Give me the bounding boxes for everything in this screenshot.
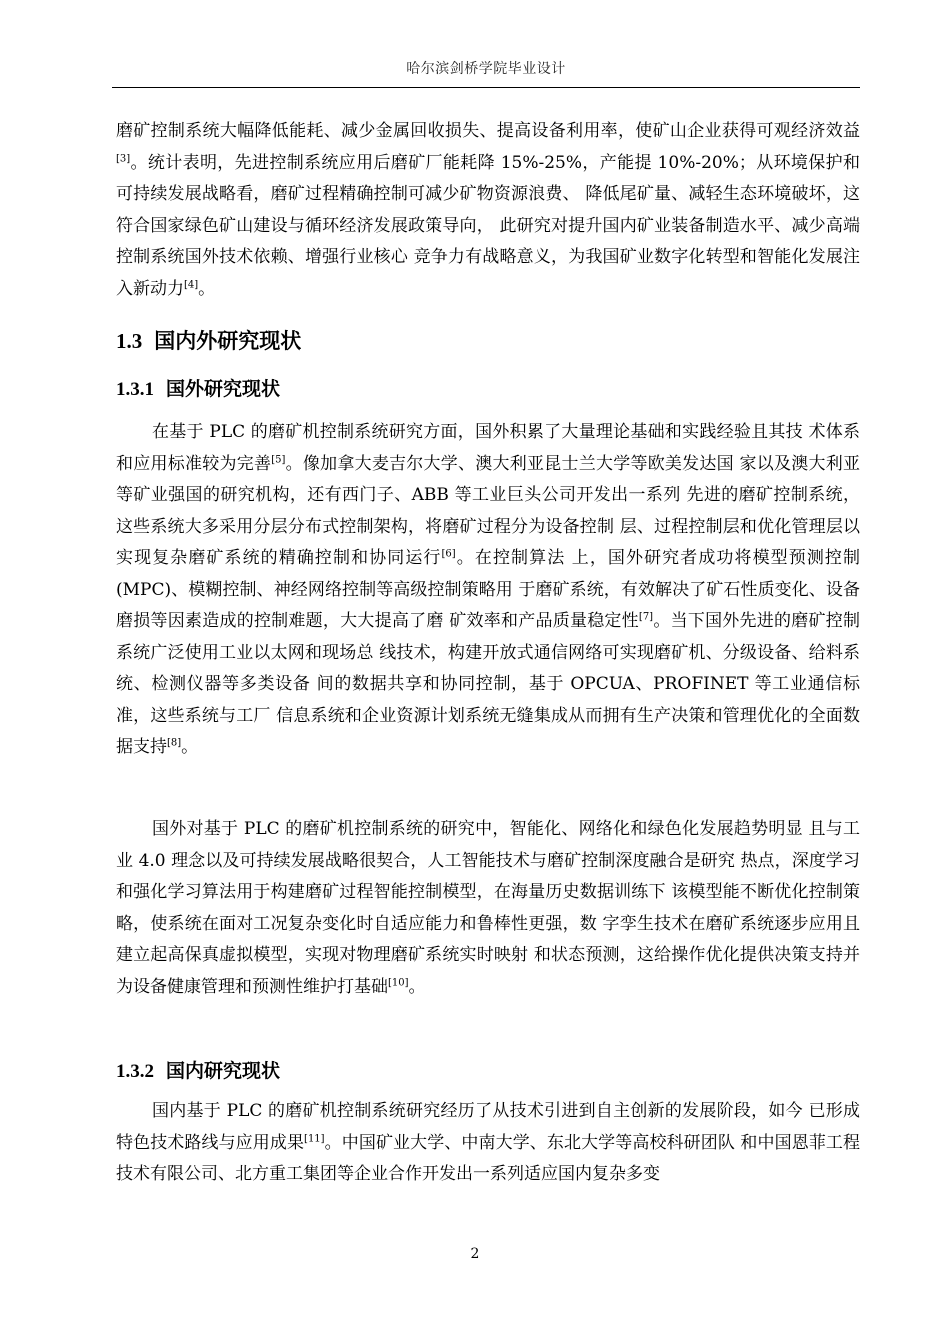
citation: [5] — [271, 453, 286, 465]
paragraph-domestic-research — [116, 1096, 860, 1191]
header-divider — [112, 87, 860, 88]
citation: [6] — [441, 548, 456, 560]
citation: [4] — [184, 278, 199, 290]
punctuation: 。 — [181, 737, 199, 757]
paragraph-text: 。像加拿大麦吉尔大学、澳大利亚昆士兰大学等欧美发达国 家以及澳大利亚等矿业强国的研究机构，还有西门子、ABB 等工业巨头公司开发出一系列 先进的磨矿控制系统，这些系统大多采用分层分布式控制架构，将磨矿过程分为设备控制 层、过程控制层和优化管理层以实现复杂磨矿系统的精确控制和协同运行 — [116, 453, 861, 568]
paragraph-foreign-trends — [116, 814, 860, 1003]
section-heading-1-3-2 — [116, 1056, 280, 1083]
punctuation: 。 — [198, 278, 216, 299]
paragraph-text: 。在控制算法 上，国外研究者成功将模型预测控制(MPC)、模糊控制、神经网络控制等高级控制策略用 于磨矿系统，有效解决了矿石性质变化、设备磨损等因素造成的控制难题，大大提高了磨 矿效率和产品质量稳定性 — [116, 548, 861, 631]
citation: [7] — [638, 611, 654, 623]
paragraph-continued — [116, 116, 860, 305]
section-title: 国内外研究现状 — [154, 329, 302, 353]
section-heading-1-3 — [116, 325, 301, 355]
citation: [10] — [388, 976, 409, 988]
page-header: 哈尔滨剑桥学院毕业设计 — [406, 61, 566, 77]
paragraph-text: 。中国矿业大学、中南大学、东北大学等高校科研团队 和中国恩菲工程技术有限公司、北方重工集团等企业合作开发出一系列适应国内复杂多变 — [116, 1132, 861, 1184]
section-number: 1.3.1 — [116, 379, 154, 400]
paragraph-text: 。统计表明，先进控制系统应用后磨矿厂能耗降 15%-25%，产能提 10%-20%；从环境保护和可持续发展战略看，磨矿过程精确控制可减少矿物资源浪费、 降低尾矿量、减轻生态环境破坏，这符合国家绿色矿山建设与循环经济发展政策导向， 此研究对提升国内矿业装备制造水平、减少高端控制系统国外技术依赖、增强行业核心 竞争力有战略意义，为我国矿业数字化转型和智能化发展注入新动力 — [116, 152, 860, 299]
citation: [8] — [167, 737, 182, 749]
paragraph-text: 在基于 PLC 的磨矿机控制系统研究方面，国外积累了大量理论基础和实践经验且其技 术体系和应用标准较为完善 — [116, 422, 860, 474]
citation: [3] — [116, 152, 131, 164]
paragraph-text: 国内基于 PLC 的磨矿机控制系统研究经历了从技术引进到自主创新的发展阶段，如今 已形成特色技术路线与应用成果 — [116, 1101, 860, 1153]
punctuation: 。 — [408, 976, 426, 997]
paragraph-text: 磨矿控制系统大幅降低能耗、减少金属回收损失、提高设备利用率，使矿山企业获得可观经济效益 — [116, 121, 860, 141]
section-heading-1-3-1 — [116, 374, 280, 401]
section-title: 国内研究现状 — [166, 1060, 281, 1082]
paragraph-text: 国外对基于 PLC 的磨矿机控制系统的研究中，智能化、网络化和绿色化发展趋势明显 且与工业 4.0 理念以及可持续发展战略很契合，人工智能技术与磨矿控制深度融合是研究 热点，深度学习和强化学习算法用于构建磨矿过程智能控制模型，在海量历史数据训练下 该模型能不断优化控制策略，使系统在面对工况复杂变化时自适应能力和鲁棒性更强，数 字孪生技术在磨矿系统逐步应用且建立起高保真虚拟模型，实现对物理磨矿系统实时映射 和状态预测，这给操作优化提供决策支持并为设备健康管理和预测性维护打基础 — [116, 819, 860, 997]
section-number: 1.3 — [116, 329, 143, 353]
section-number: 1.3.2 — [116, 1061, 154, 1082]
section-title: 国外研究现状 — [166, 378, 281, 400]
citation: [11] — [304, 1132, 325, 1144]
page-number: 2 — [470, 1246, 480, 1262]
paragraph-text: 。当下国外先进的磨矿控制系统广泛使用工业以太网和现场总 线技术，构建开放式通信网络可实现磨矿机、分级设备、给料系统、检测仪器等多类设备 间的数据共享和协同控制，基于 OPCUA、PROFINET 等工业通信标准，这些系统与工厂 信息系统和企业资源计划系统无缝集成从而拥有生产决策和管理优化的全面数据支持 — [116, 611, 861, 757]
paragraph-foreign-research — [116, 417, 860, 764]
